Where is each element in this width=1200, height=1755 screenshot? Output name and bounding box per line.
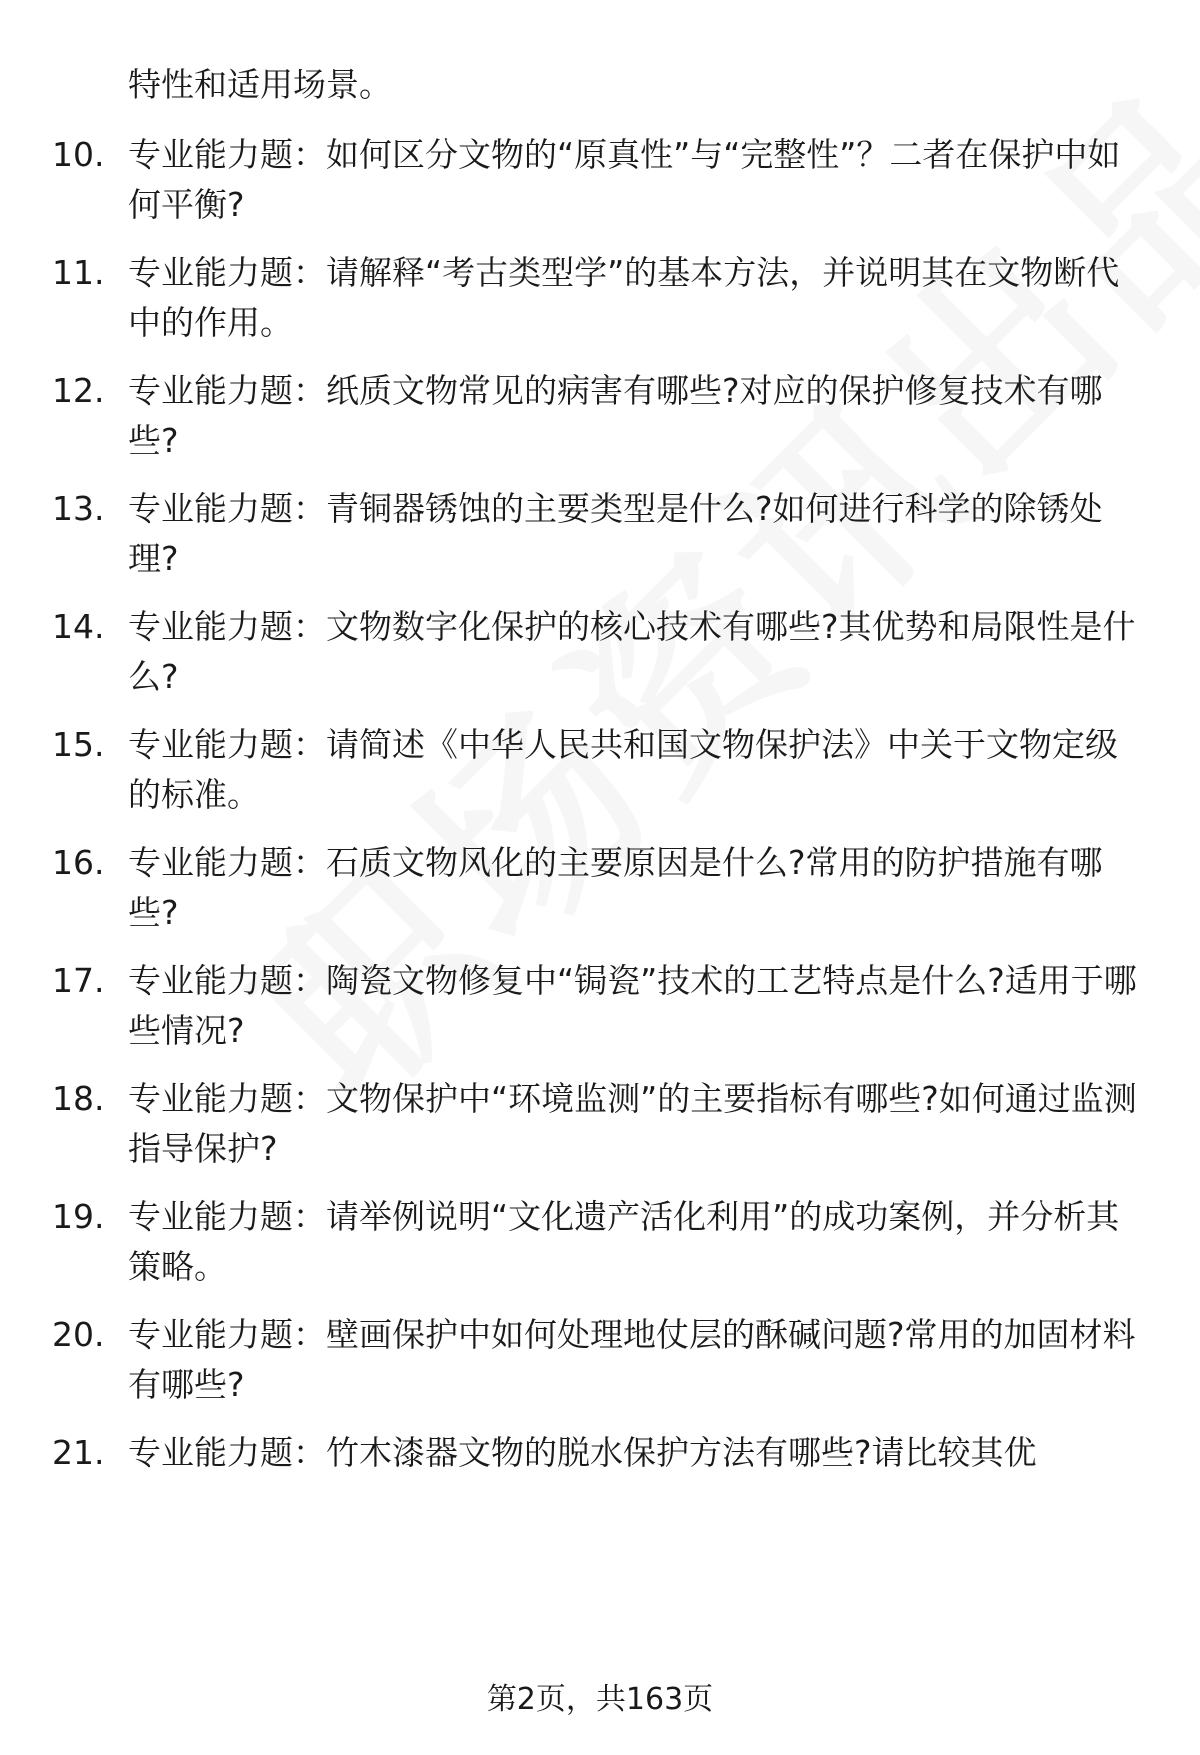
question-number: 10.: [52, 135, 105, 174]
question-number: 16.: [52, 843, 105, 882]
question-number: 20.: [52, 1315, 105, 1354]
question-text: 专业能力题：文物数字化保护的核心技术有哪些?其优势和局限性是什么?: [128, 607, 1136, 696]
question-number: 12.: [52, 371, 105, 410]
question-text: 专业能力题：请举例说明“文化遗产活化利用”的成功案例，并分析其策略。: [128, 1197, 1120, 1286]
question-number: 21.: [52, 1433, 105, 1472]
question-text: 专业能力题：文物保护中“环境监测”的主要指标有哪些?如何通过监测指导保护?: [128, 1079, 1137, 1168]
question-text: 专业能力题：陶瓷文物修复中“锔瓷”技术的工艺特点是什么?适用于哪些情况?: [128, 961, 1137, 1050]
question-text: 专业能力题：青铜器锈蚀的主要类型是什么?如何进行科学的除锈处理?: [128, 489, 1103, 578]
question-text: 专业能力题：纸质文物常见的病害有哪些?对应的保护修复技术有哪些?: [128, 371, 1103, 460]
question-text: 专业能力题：石质文物风化的主要原因是什么?常用的防护措施有哪些?: [128, 843, 1103, 932]
question-text: 专业能力题：如何区分文物的“原真性”与“完整性”？二者在保护中如何平衡?: [128, 135, 1121, 224]
question-text: 专业能力题：竹木漆器文物的脱水保护方法有哪些?请比较其优: [128, 1433, 1037, 1472]
question-number: 18.: [52, 1079, 105, 1118]
page-footer: 第2页，共163页: [486, 1682, 714, 1717]
question-continuation: 特性和适用场景。: [128, 65, 392, 104]
question-number: 15.: [52, 725, 105, 764]
question-text: 专业能力题：壁画保护中如何处理地仗层的酥碱问题?常用的加固材料有哪些?: [128, 1315, 1136, 1404]
question-number: 13.: [52, 489, 105, 528]
question-number: 19.: [52, 1197, 105, 1236]
question-text: 专业能力题：请解释“考古类型学”的基本方法，并说明其在文物断代中的作用。: [128, 253, 1120, 342]
question-number: 11.: [52, 253, 105, 292]
question-number: 14.: [52, 607, 105, 646]
question-text: 专业能力题：请简述《中华人民共和国文物保护法》中关于文物定级的标准。: [128, 725, 1118, 814]
question-number: 17.: [52, 961, 105, 1000]
